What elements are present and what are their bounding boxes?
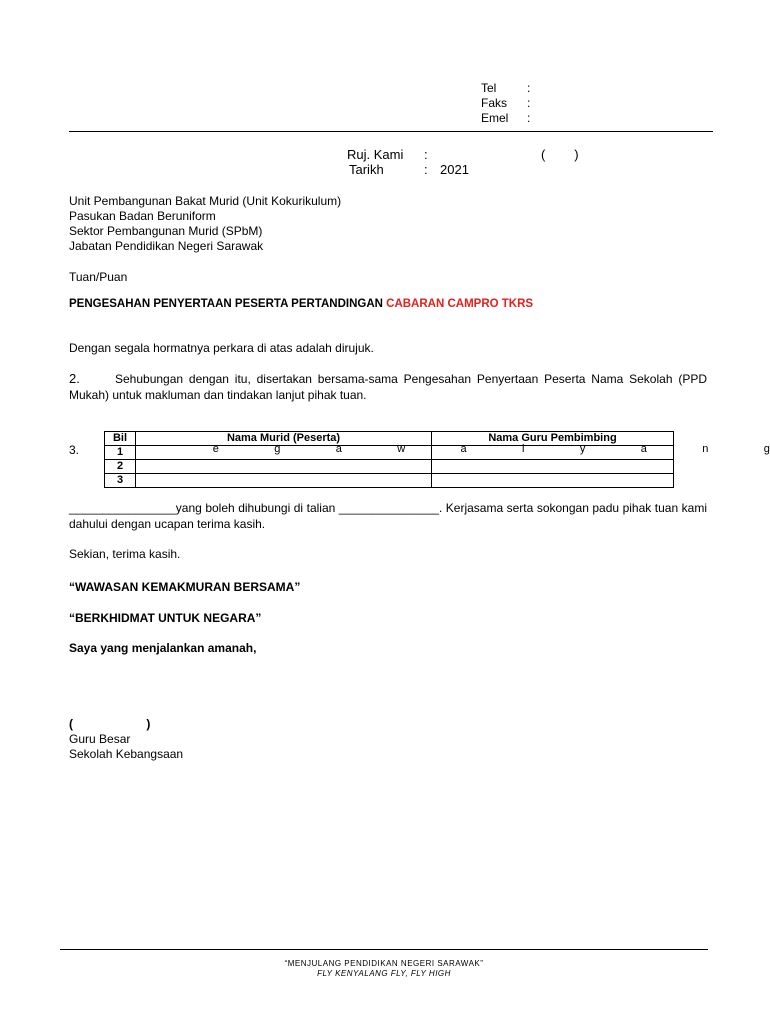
spread-letter: i (522, 443, 525, 455)
signature-title: Guru Besar (69, 732, 131, 746)
header-bil: Bil (105, 432, 136, 446)
tarikh-label: Tarikh (349, 162, 384, 177)
header-murid: Nama Murid (Peserta) (136, 432, 432, 446)
row-guru (432, 474, 674, 488)
footer-tagline: FLY KENYALANG FLY, FLY HIGH (317, 969, 451, 978)
closing: Sekian, terima kasih. (69, 547, 181, 561)
header-guru: Nama Guru Pembimbing (432, 432, 674, 446)
para1: Dengan segala hormatnya perkara di atas adalah dirujuk. (69, 341, 374, 355)
para2-number: 2. (69, 371, 80, 386)
spread-letter: g (763, 443, 770, 455)
subject-highlight: CABARAN CAMPRO TKRS (386, 298, 534, 310)
tarikh-value: 2021 (440, 162, 469, 177)
subject-line (69, 298, 533, 310)
footer-divider (60, 949, 708, 950)
amanah-line: Saya yang menjalankan amanah, (69, 641, 257, 655)
recipient-line3: Sektor Pembangunan Murid (SPbM) (69, 224, 263, 238)
spread-letter: a (335, 443, 342, 455)
signature-name: ( ) (69, 717, 151, 731)
ruj-colon: : (424, 147, 428, 162)
row-murid (136, 446, 432, 460)
row-guru (432, 446, 674, 460)
para2 (69, 371, 707, 403)
table-row (105, 446, 674, 460)
salutation: Tuan/Puan (69, 270, 128, 284)
table-row (105, 460, 674, 474)
ruj-paren: ( ) (541, 147, 579, 162)
spread-letter: a (460, 443, 467, 455)
faks-label: Faks (481, 96, 508, 110)
tel-colon: : (527, 81, 531, 95)
spread-letter: y (579, 443, 586, 455)
recipient-line1: Unit Pembangunan Bakat Murid (Unit Kokurikulum) (69, 194, 342, 208)
emel-colon: : (527, 111, 531, 125)
recipient-line2: Pasukan Badan Beruniform (69, 209, 216, 223)
footer-motto: “MENJULANG PENDIDIKAN NEGERI SARAWAK” (284, 959, 484, 968)
row-guru (432, 460, 674, 474)
participant-table (104, 431, 674, 488)
emel-label: Emel (481, 111, 509, 125)
row-bil: 2 (105, 460, 136, 474)
spread-letter: w (397, 443, 406, 455)
spread-letter: a (640, 443, 647, 455)
row-murid (136, 460, 432, 474)
table-header-row (105, 432, 674, 446)
ruj-label: Ruj. Kami (347, 147, 404, 162)
para3-number: 3. (69, 443, 80, 457)
motto-wawasan: “WAWASAN KEMAKMURAN BERSAMA” (69, 580, 301, 594)
table-row (105, 474, 674, 488)
subject-main: PENGESAHAN PENYERTAAN PESERTA PERTANDINGAN (69, 298, 387, 310)
faks-colon: : (527, 96, 531, 110)
row-bil: 3 (105, 474, 136, 488)
spread-letter: g (274, 443, 281, 455)
row-bil: 1 (105, 446, 136, 460)
spread-letter: n (702, 443, 709, 455)
spread-letter: e (212, 443, 219, 455)
para2-text: Sehubungan dengan itu, disertakan bersama-sama Pengesahan Penyertaan Peserta Nama Sekolah (PPD Mukah) untuk makluman dan tindakan lanjut pihak tuan. (69, 372, 707, 402)
signature-school: Sekolah Kebangsaan (69, 747, 184, 761)
tel-label: Tel (481, 81, 497, 95)
motto-berkhidmat: “BERKHIDMAT UNTUK NEGARA” (69, 611, 262, 625)
header-divider (69, 131, 713, 132)
tarikh-colon: : (424, 162, 428, 177)
recipient-line4: Jabatan Pendidikan Negeri Sarawak (69, 239, 264, 253)
para3-continuation: ________________yang boleh dihubungi di talian _______________. Kerjasama serta sokongan padu pihak tuan kami dahului dengan ucapan terima kasih. (69, 501, 707, 531)
row-murid (136, 474, 432, 488)
